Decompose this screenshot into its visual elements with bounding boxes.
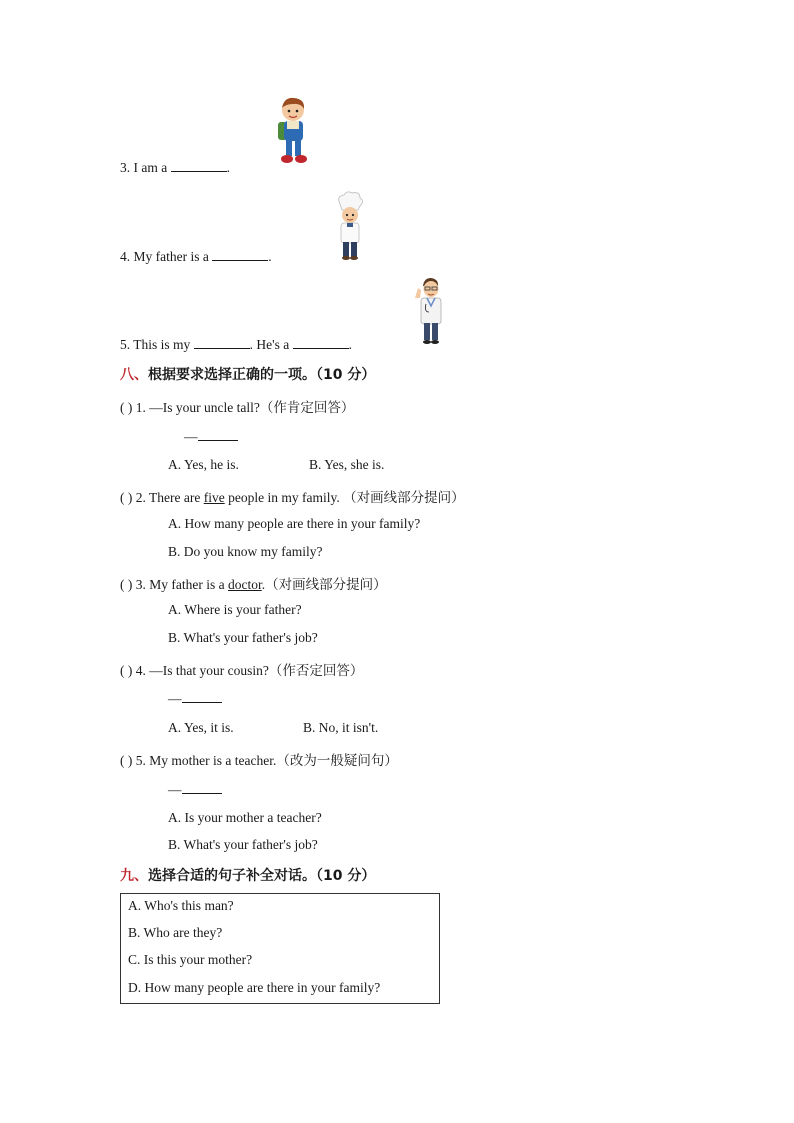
answer-paren[interactable]: ( ) [120,753,133,768]
question-text: 4. —Is that your cousin? [135,663,269,678]
question-5 [120,749,398,769]
answer-blank[interactable] [198,428,238,441]
box-option: A. Who's this man? [128,898,234,913]
fill-item-5: 5. This is my . He's a . [120,337,352,352]
item-number: 5. [120,337,131,352]
box-option: C. Is this your mother? [128,952,253,967]
option-b[interactable]: B. Do you know my family? [168,544,323,559]
question-text: 1. —Is your uncle tall? [135,400,260,415]
question-note: （改为一般疑问句） [276,753,398,769]
box-option: D. How many people are there in your family? [128,980,381,995]
answer-blank[interactable] [182,690,222,703]
option-b[interactable]: B. What's your father's job? [168,837,318,852]
answer-blank[interactable] [171,159,227,172]
answer-line: — [168,781,222,798]
answer-paren[interactable]: ( ) [120,490,133,505]
answer-blank[interactable] [194,336,250,349]
section-8-heading: 八、根据要求选择正确的一项。（10 分） [120,367,376,383]
option-a[interactable]: A. Where is your father? [168,602,302,617]
question-note: （对画线部分提问） [343,490,465,506]
doctor-icon [412,276,448,346]
answer-blank[interactable] [212,248,268,261]
fill-item-4: 4. My father is a . [120,249,272,264]
option-a[interactable]: A. Yes, he is. [168,457,239,472]
answer-line: — [168,690,222,707]
answer-line: — [184,428,238,445]
question-note: （作肯定回答） [259,400,355,416]
item-text: My father is a [133,249,209,264]
question-note: （对画线部分提问） [265,577,387,593]
item-text: This is my [133,337,191,352]
item-number: 4. [120,249,131,264]
answer-paren[interactable]: ( ) [120,577,133,592]
option-b[interactable]: B. What's your father's job? [168,630,318,645]
question-text: 5. My mother is a teacher. [135,753,277,768]
item-number: 3. [120,160,131,175]
student-icon [275,96,311,168]
option-a[interactable]: A. Is your mother a teacher? [168,810,322,825]
question-4 [120,659,363,679]
chef-icon [334,190,366,262]
underlined-word: five [203,490,225,505]
option-b[interactable]: B. No, it isn't. [303,720,379,735]
question-1 [120,396,354,416]
option-a[interactable]: A. How many people are there in your family? [168,516,421,531]
question-2: ( ) 2. There are five people in my family. （对画线部分提问） [120,490,465,506]
option-b[interactable]: B. Yes, she is. [309,457,385,472]
options-box [120,893,440,1004]
answer-paren[interactable]: ( ) [120,663,133,678]
answer-blank[interactable] [182,781,222,794]
answer-paren[interactable]: ( ) [120,400,133,415]
fill-item-3: 3. I am a . [120,160,230,175]
option-a[interactable]: A. Yes, it is. [168,720,234,735]
box-option: B. Who are they? [128,925,223,940]
underlined-word: doctor [227,577,262,592]
question-note: （作否定回答） [268,663,364,679]
item-text: I am a [133,160,168,175]
section-9-heading: 九、选择合适的句子补全对话。（10 分） [120,868,376,884]
answer-blank[interactable] [293,336,349,349]
question-3: ( ) 3. My father is a doctor.（对画线部分提问） [120,577,387,593]
